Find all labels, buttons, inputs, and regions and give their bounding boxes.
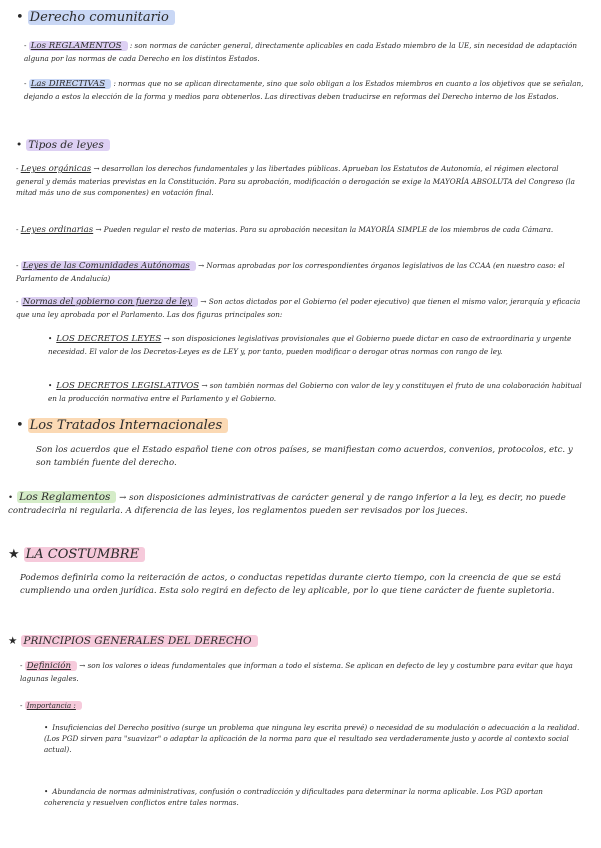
tratados-heading: • Los Tratados Internacionales	[16, 416, 316, 436]
reglamentos2-paragraph: • Los Reglamentos → son disposiciones administrativas de carácter general y de rango inferior a la ley, es decir, no puede contradecirla ni regularla. A diferencia de las leyes, los reglamentos pueden ser revisados por los jueces.	[8, 491, 566, 517]
reglamentos2-term: Los Reglamentos	[17, 491, 116, 503]
definicion-term: Definición	[25, 661, 77, 671]
importancia-label: - Importancia :	[20, 700, 220, 711]
importancia-item-2: • Abundancia de normas administrativas, confusión o contradicción y dificultades para determinar la norma aplicable. Los PGD aportan coherencia y resuelven conflictos entre tales normas.	[44, 787, 543, 808]
costumbre-text: Podemos definirla como la reiteración de actos, o conductas repetidas durante cierto tiempo, con la creencia de que se está cumpliendo una orden jurídica. Esta solo regirá en defecto de ley aplicable, por lo que tiene carácter de fuente supletoria.	[20, 573, 561, 597]
decretos-leyes-text: → son disposiciones legislativas provisionales que el Gobierno puede dictar en caso de extraordinaria y urgente necesidad. El valor de los Decretos-Leyes es de LEY y, por tanto, pueden modificar o derogar otras normas con rango de ley.	[48, 334, 572, 357]
autonomas-text: → Normas aprobadas por los correspondientes órganos legislativos de las CCAA (en nuestro caso: el Parlamento de Andalucía)	[16, 261, 565, 284]
decretos-leyes-paragraph: • LOS DECRETOS LEYES → son disposiciones legislativas provisionales que el Gobierno puede dictar en caso de extraordinaria y urgente necesidad. El valor de los Decretos-Leyes es de LEY y, por tanto, pueden modificar o derogar otras normas con rango de ley.	[48, 334, 572, 357]
organicas-paragraph: - Leyes orgánicas → desarrollan los derechos fundamentales y las libertades públicas. Aprueban los Estatutos de Autonomía, el régimen electoral general y demás materias previstas en la Constitución. Para su aprobación, modificación o derogación se exige la MAYORÍA ABSOLUTA del Congreso (la mitad más uno de sus componentes) en votación final.	[16, 164, 575, 198]
ordinarias-term: Leyes ordinarias	[20, 225, 94, 235]
principios-heading: ★ PRINCIPIOS GENERALES DEL DERECHO	[8, 633, 408, 649]
gobierno-text: → Son actos dictados por el Gobierno (el poder ejecutivo) que tienen el mismo valor, jerarquía y eficacia que una ley aprobada por el Parlamento. Las dos figuras principales son:	[16, 297, 581, 320]
organicas-term: Leyes orgánicas	[20, 164, 92, 174]
directivas-text: : normas que no se aplican directamente, sino que solo obligan a los Estados miembros en cuanto a los objetivos que se señalan, dejando a estos la elección de la forma y medios para obtenerlos. Las directivas deben traducirse en reformas del Derecho interno de los Estados.	[24, 79, 584, 102]
tratados-text: Son los acuerdos que el Estado español tiene con otros países, se manifiestan como acuerdos, convenios, protocolos, etc. y son también fuente del derecho.	[36, 445, 573, 469]
definicion-paragraph: - Definición → son los valores o ideas fundamentales que informan a todo el sistema. Se aplican en defecto de ley y costumbre para evitar que haya lagunas legales.	[20, 661, 573, 684]
decretos-legislativos-paragraph: • LOS DECRETOS LEGISLATIVOS → son también normas del Gobierno con valor de ley y constituyen el fruto de una colaboración habitual en la producción normativa entre el Parlamento y el Gobierno.	[48, 381, 582, 404]
decretos-legislativos-term: LOS DECRETOS LEGISLATIVOS	[56, 381, 200, 391]
definicion-text: → son los valores o ideas fundamentales que informan a todo el sistema. Se aplican en defecto de ley y costumbre para evitar que haya lagunas legales.	[20, 661, 573, 684]
gobierno-paragraph: - Normas del gobierno con fuerza de ley → Son actos dictados por el Gobierno (el poder ejecutivo) que tienen el mismo valor, jerarquía y eficacia que una ley aprobada por el Parlamento. Las dos figuras principales son:	[16, 297, 581, 320]
directivas-paragraph: - Las DIRECTIVAS : normas que no se aplican directamente, sino que solo obligan a los Estados miembros en cuanto a los objetivos que se señalan, dejando a estos la elección de la forma y medios para obtenerlos. Las directivas deben traducirse en reformas del Derecho interno de los Estados.	[24, 79, 584, 102]
autonomas-term: Leyes de las Comunidades Autónomas	[21, 261, 196, 271]
decretos-leyes-term: LOS DECRETOS LEYES	[56, 334, 162, 344]
tipos-heading: • Tipos de leyes	[16, 137, 216, 153]
ordinarias-paragraph: - Leyes ordinarias → Pueden regular el resto de materias. Para su aprobación necesitan la MAYORÍA SIMPLE de los miembros de cada Cámara.	[16, 225, 554, 235]
reglamentos2-text: → son disposiciones administrativas de carácter general y de rango inferior a la ley, es decir, no puede contradecirla ni regularla. A diferencia de las leyes, los reglamentos pueden ser revisados por los jueces.	[8, 493, 566, 517]
importancia-item-1: • Insuficiencias del Derecho positivo (surge un problema que ninguna ley escrita prevé) o necesidad de su modulación o adecuación a la realidad. (Los PGD sirven para "suavizar" o adaptar la aplicación de la norma para que el resultado sea verdaderamente justo y acorde al contexto social actual).	[44, 723, 580, 755]
reglamentos-paragraph: - Los REGLAMENTOS : son normas de carácter general, directamente aplicables en cada Estado miembro de la UE, sin necesidad de adaptación alguna por las normas de cada Derecho en los distintos Estados.	[24, 41, 578, 64]
directivas-term: Las DIRECTIVAS	[29, 79, 111, 89]
organicas-text: → desarrollan los derechos fundamentales y las libertades públicas. Aprueban los Estatutos de Autonomía, el régimen electoral general y demás materias previstas en la Constitución. Para su aprobación, modificación o derogación se exige la MAYORÍA ABSOLUTA del Congreso (la mitad más uno de sus componentes) en votación final.	[16, 164, 575, 198]
reglamentos-term: Los REGLAMENTOS	[29, 41, 128, 51]
page-title: • Derecho comunitario	[16, 8, 316, 28]
decretos-legislativos-text: → son también normas del Gobierno con valor de ley y constituyen el fruto de una colaboración habitual en la producción normativa entre el Parlamento y el Gobierno.	[48, 381, 582, 404]
autonomas-paragraph: - Leyes de las Comunidades Autónomas → Normas aprobadas por los correspondientes órganos legislativos de las CCAA (en nuestro caso: el Parlamento de Andalucía)	[16, 261, 565, 284]
gobierno-term: Normas del gobierno con fuerza de ley	[21, 297, 198, 307]
costumbre-heading: ★ LA COSTUMBRE	[8, 545, 258, 565]
ordinarias-text: → Pueden regular el resto de materias. Para su aprobación necesitan la MAYORÍA SIMPLE de los miembros de cada Cámara.	[95, 225, 554, 234]
reglamentos-text: : son normas de carácter general, directamente aplicables en cada Estado miembro de la UE, sin necesidad de adaptación alguna por las normas de cada Derecho en los distintos Estados.	[24, 41, 578, 64]
